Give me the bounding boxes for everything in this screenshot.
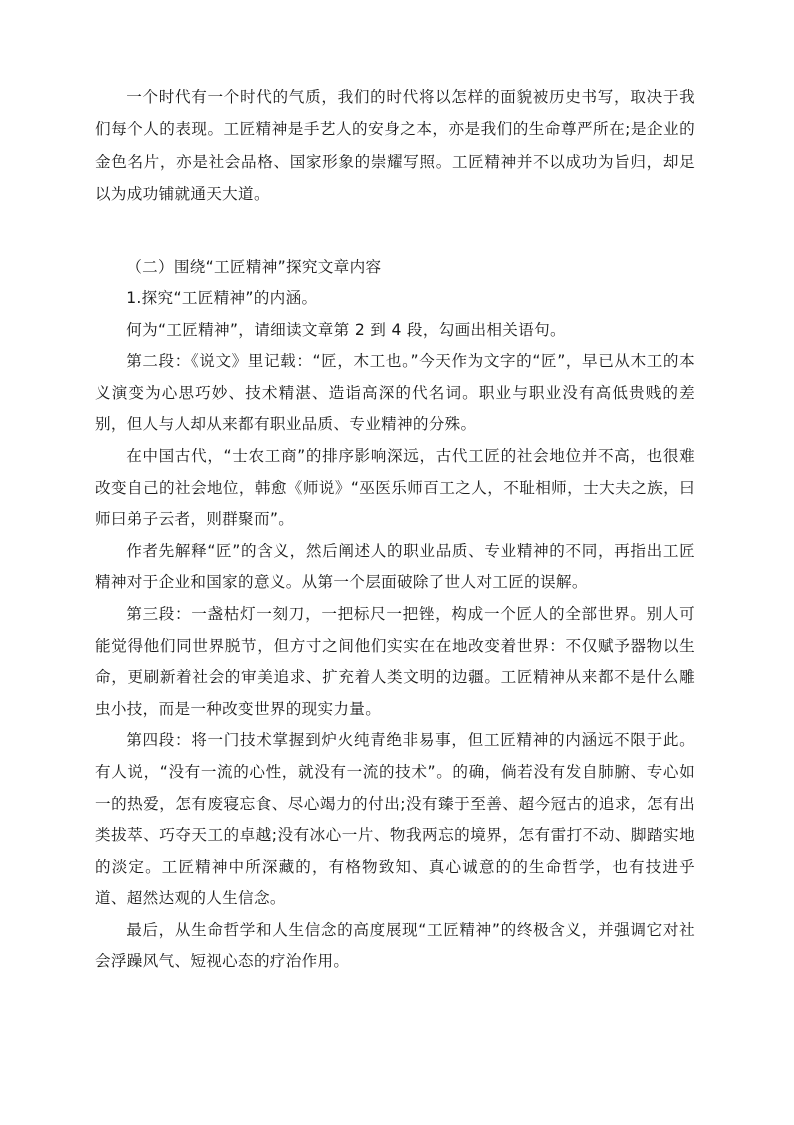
- conclusion-paragraph: 最后，从生命哲学和人生信念的高度展现“工匠精神”的终极含义，并强调它对社会浮躁风气、短视心态的疗治作用。: [95, 920, 695, 971]
- sub-heading: 1.探究“工匠精神”的内涵。: [126, 289, 318, 307]
- section-heading: （二）围绕“工匠精神”探究文章内容: [126, 258, 382, 276]
- question-text: 何为“工匠精神”，请细读文章第 2 到 4 段，勾画出相关语句。: [126, 320, 566, 339]
- paragraph-four: 第四段：将一门技术掌握到炉火纯青绝非易事，但工匠精神的内涵远不限于此。有人说，“没有一流的心性，就没有一流的技术”。的确，倘若没有发自肺腑、专心如一的热爱，怎有废寝忘食、尽心竭力的付出;没有臻于至善、超今冠古的追求，怎有出类拔萃、巧夺天工的卓越;没有冰心一片、物我两忘的境界，怎有雷打不动、脚踏实地的淡定。工匠精神中所深藏的，有格物致知、真心诚意的的生命哲学，也有技进乎道、超然达观的人生信念。: [95, 731, 695, 908]
- intro-paragraph: 一个时代有一个时代的气质，我们的时代将以怎样的面貌被历史书写，取决于我们每个人的表现。工匠精神是手艺人的安身之本，亦是我们的生命尊严所在;是企业的金色名片，亦是社会品格、国家形象的崇耀写照。工匠精神并不以成功为旨归，却足以为成功铺就通天大道。: [95, 88, 695, 204]
- paragraph-two-analysis: 作者先解释“匠”的含义，然后阐述人的职业品质、专业精神的不同，再指出工匠精神对于企业和国家的意义。从第一个层面破除了世人对工匠的误解。: [95, 541, 695, 592]
- document-body: [95, 283, 695, 978]
- paragraph-ancient-status: 在中国古代，“士农工商”的排序影响深远，古代工匠的社会地位并不高，也很难改变自己的社会地位，韩愈《师说》“巫医乐师百工之人，不耻相师，士大夫之族，曰师曰弟子云者，则群聚而”。: [95, 446, 695, 529]
- paragraph-two-quote: 第二段：《说文》里记载：“匠，木工也。”今天作为文字的“匠”，早已从木工的本义演变为心思巧妙、技术精湛、造诣高深的代名词。职业与职业没有高低贵贱的差别，但人与人却从来都有职业品质、专业精神的分殊。: [95, 352, 695, 434]
- paragraph-three: 第三段：一盏枯灯一刻刀，一把标尺一把锉，构成一个匠人的全部世界。别人可能觉得他们同世界脱节，但方寸之间他们实实在在地改变着世界：不仅赋予器物以生命，更刷新着社会的审美追求、扩充着人类文明的边疆。工匠精神从来都不是什么雕虫小技，而是一种改变世界的现实力量。: [95, 604, 695, 718]
